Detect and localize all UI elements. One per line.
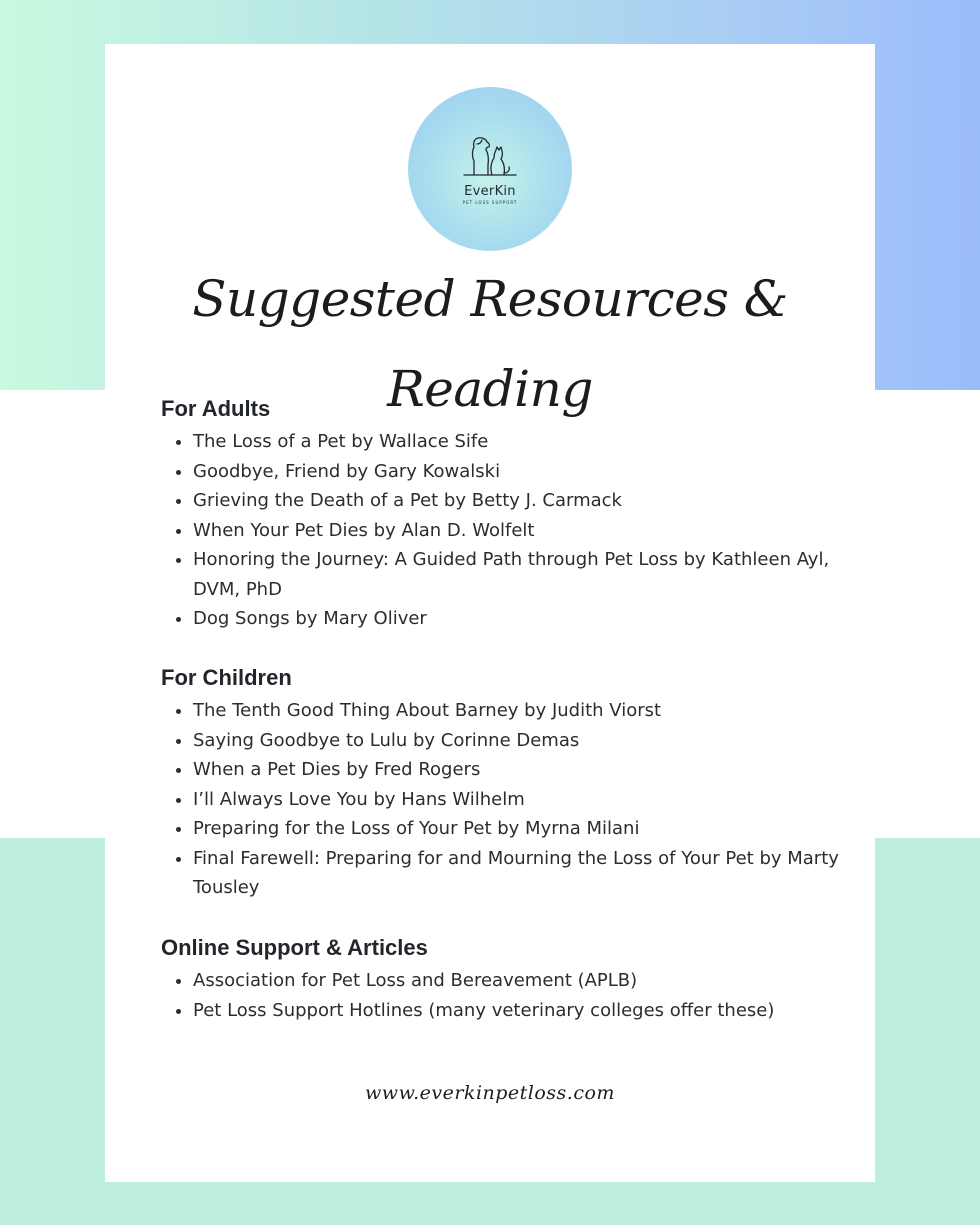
online-support-list — [177, 966, 843, 1025]
resource-card — [105, 44, 875, 1182]
list-item: • Final Farewell: Preparing for and Mourning the Loss of Your Pet by Marty Tousley — [193, 844, 843, 903]
list-item: • Pet Loss Support Hotlines (many veterinary colleges offer these) — [193, 996, 843, 1026]
adults-reading-list — [177, 427, 843, 634]
list-item: • When Your Pet Dies by Alan D. Wolfelt — [193, 516, 843, 546]
pet-silhouette-icon — [460, 131, 520, 183]
logo-wordmark: EverKin — [464, 184, 516, 199]
page-title: Suggested Resources & Reading — [192, 270, 788, 418]
list-item: • When a Pet Dies by Fred Rogers — [193, 755, 843, 785]
everkin-logo — [408, 87, 572, 251]
section-heading-online-support: Online Support & Articles — [161, 935, 428, 960]
list-item: • The Loss of a Pet by Wallace Sife — [193, 427, 843, 457]
list-item: • I’ll Always Love You by Hans Wilhelm — [193, 785, 843, 815]
children-reading-list — [177, 696, 843, 903]
list-item: • The Tenth Good Thing About Barney by Judith Viorst — [193, 696, 843, 726]
list-item: • Saying Goodbye to Lulu by Corinne Demas — [193, 726, 843, 756]
list-item: • Preparing for the Loss of Your Pet by Myrna Milani — [193, 814, 843, 844]
list-item: • Honoring the Journey: A Guided Path through Pet Loss by Kathleen Ayl, DVM, PhD — [193, 545, 843, 604]
list-item: • Association for Pet Loss and Bereavement (APLB) — [193, 966, 843, 996]
website-link[interactable]: www.everkinpetloss.com — [365, 1082, 615, 1104]
list-item: • Grieving the Death of a Pet by Betty J. Carmack — [193, 486, 843, 516]
logo-tagline: PET LOSS SUPPORT — [462, 200, 518, 205]
list-item: • Dog Songs by Mary Oliver — [193, 604, 843, 634]
section-heading-children: For Children — [161, 665, 292, 690]
section-heading-adults: For Adults — [161, 396, 271, 421]
list-item: • Goodbye, Friend by Gary Kowalski — [193, 457, 843, 487]
